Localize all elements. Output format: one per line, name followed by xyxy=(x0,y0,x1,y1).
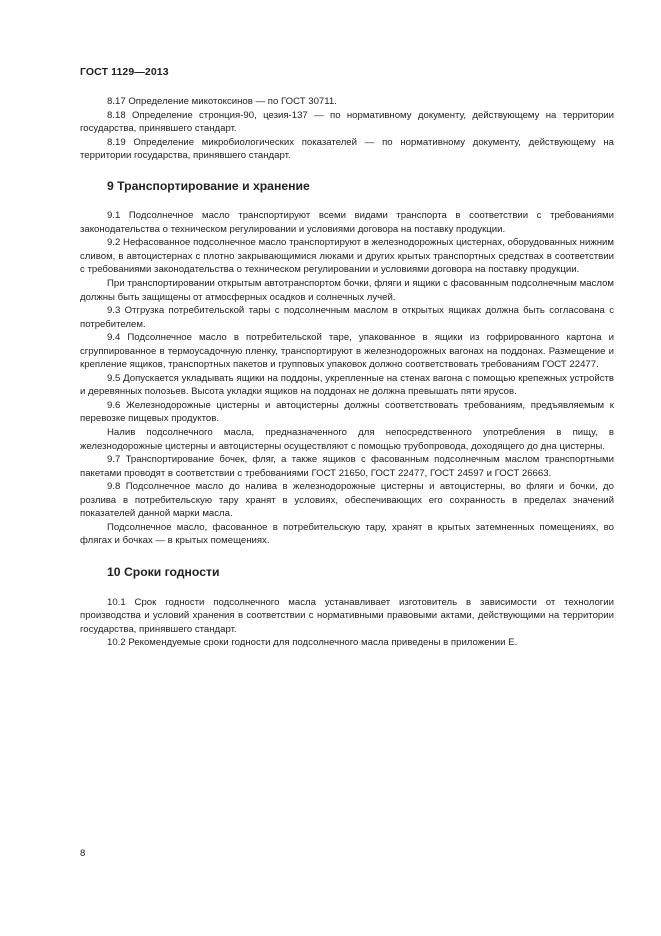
page-number: 8 xyxy=(80,848,86,859)
clause-9-4: 9.4 Подсолнечное масло в потребительской таре, упакованное в ящики из гофрированного картона и сгруппированное в термоусадочную пленку, транспортируют в железнодорожных вагонах на поддонах. Размещение и крепление ящиков, транспортных пакетов и групповых упаковок должно соответствовать требованиям ГОСТ 22477. xyxy=(80,332,614,371)
clause-9-2: 9.2 Нефасованное подсолнечное масло транспортируют в железнодорожных цистернах, оборудованных нижним сливом, в автоцистернах с плотно закрывающимися люками и других крытых транспортных средствах в соответствии с требованиями законодательства о техническом регулировании и условиями договора на поставку продукции. xyxy=(80,237,614,276)
clause-9-7: 9.7 Транспортирование бочек, фляг, а также ящиков с фасованным подсолнечным маслом транспортными пакетами проводят в соответствии с требованиями ГОСТ 21650, ГОСТ 22477, ГОСТ 24597 и ГОСТ 26663. xyxy=(80,454,614,479)
clause-9-8-note: Подсолнечное масло, фасованное в потребительскую тару, хранят в крытых затемненных помещениях, во флягах и бочках — в крытых помещениях. xyxy=(80,521,614,547)
clause-8-19: 8.19 Определение микробиологических показателей — по нормативному документу, действующему на территории государства, принявшего стандарт. xyxy=(80,136,614,162)
clause-9-6-note: Налив подсолнечного масла, предназначенного для непосредственного употребления в пищу, в железнодорожные цистерны и автоцистерны осуществляют с помощью трубопровода, доходящего до дна цистерны. xyxy=(80,427,614,452)
clause-9-6: 9.6 Железнодорожные цистерны и автоцистерны должны соответствовать требованиям, предъявляемым к перевозке пищевых продуктов. xyxy=(80,399,614,425)
clause-9-8: 9.8 Подсолнечное масло до налива в железнодорожные цистерны и автоцистерны, во фляги и бочки, до розлива в потребительскую тару хранят в условиях, обеспечивающих его сохранность в пределах значений показателей данной марки масла. xyxy=(80,481,614,520)
clause-8-18: 8.18 Определение стронция-90, цезия-137 — по нормативному документу, действующему на территории государства, принявшего стандарт. xyxy=(80,109,614,135)
page-content xyxy=(80,95,614,650)
clause-9-5: 9.5 Допускается укладывать ящики на поддоны, укрепленные на стенах вагона с помощью крепежных устройств и деревянных полозьев. Высота укладки ящиков на поддонах не должна превышать пяти ярусов. xyxy=(80,372,614,398)
document-header: ГОСТ 1129—2013 xyxy=(80,66,169,78)
clause-9-3: 9.3 Отгрузка потребительской тары с подсолнечным маслом в открытых ящиках должна быть согласована с потребителем. xyxy=(80,305,614,330)
clause-10-2: 10.2 Рекомендуемые сроки годности для подсолнечного масла приведены в приложении Е. xyxy=(107,637,518,649)
section-10-heading: 10 Сроки годности xyxy=(107,564,220,579)
clause-10-1: 10.1 Срок годности подсолнечного масла устанавливает изготовитель в зависимости от технологии производства и условий хранения в соответствии с нормативными правовыми актами, действующими на территории государства, принявшего стандарт. xyxy=(80,596,614,635)
clause-9-1: 9.1 Подсолнечное масло транспортируют всеми видами транспорта в соответствии с требованиями законодательства о техническом регулировании и условиями договора на поставку продукции. xyxy=(80,210,614,235)
section-9-heading: 9 Транспортирование и хранение xyxy=(107,178,310,193)
clause-9-2-note: При транспортировании открытым автотранспортом бочки, фляги и ящики с фасованным подсолнечным маслом должны быть защищены от атмосферных осадков и солнечных лучей. xyxy=(80,278,614,303)
clause-8-17: 8.17 Определение микотоксинов — по ГОСТ 30711. xyxy=(107,96,337,107)
